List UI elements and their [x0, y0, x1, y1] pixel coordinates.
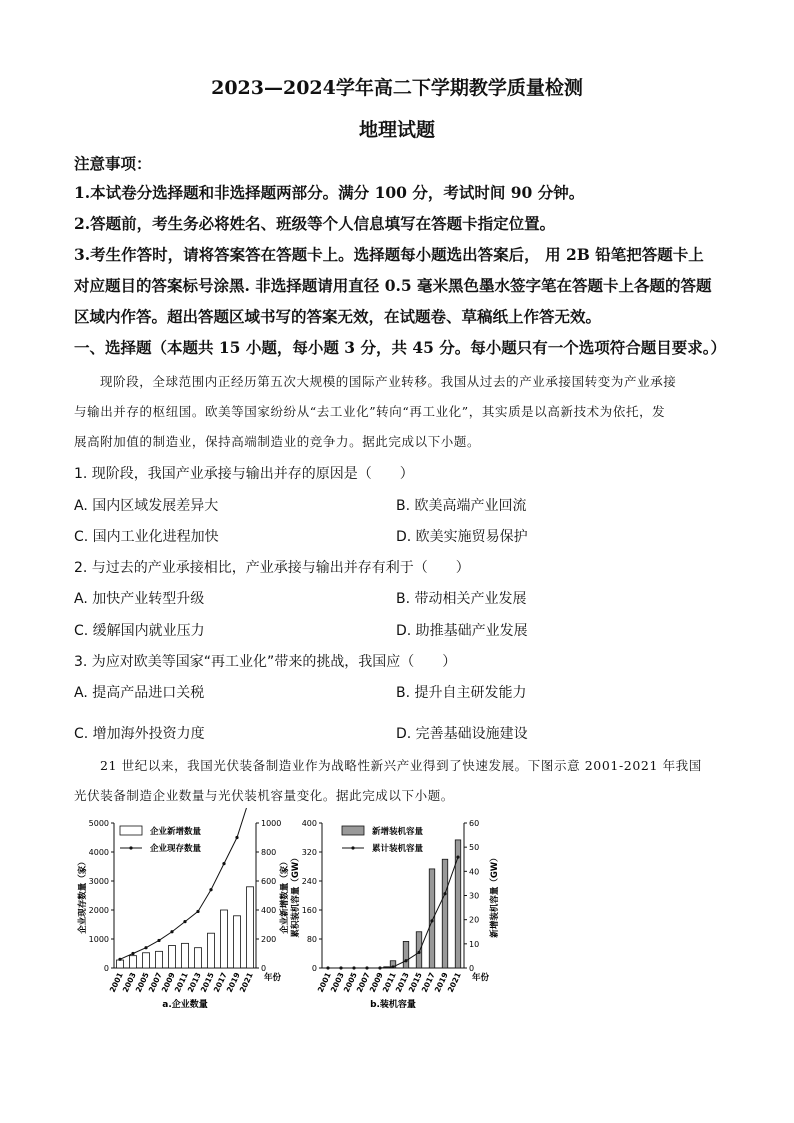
question-2-stem: 2. 与过去的产业承接相比，产业承接与输出并存有利于（ ）: [74, 560, 470, 576]
chart-bar: [169, 946, 176, 968]
series-point: [404, 959, 407, 962]
x-tick-label: 2011: [380, 971, 398, 994]
series-point: [235, 836, 238, 839]
left-tick-label: 4000: [88, 848, 109, 857]
passage-1-line-1: 现阶段，全球范围内正经历第五次大规模的国际产业转移。我国从过去的产业承接国转变为产业承接: [100, 374, 677, 389]
series-point: [365, 966, 368, 969]
series-point: [456, 855, 459, 858]
passage-1-line-3: 展高附加值的制造业，保持高端制造业的竞争力。据此完成以下小题。: [74, 434, 481, 449]
page-title: 2023—2024学年高二下学期教学质量检测: [211, 77, 583, 99]
chart-caption: b.装机容量: [370, 1000, 416, 1010]
x-tick-label: 2021: [237, 971, 255, 994]
x-tick-label: 2017: [211, 971, 229, 994]
series-point: [118, 958, 121, 961]
question-1-option-d: D. 欧美实施贸易保护: [396, 529, 528, 545]
left-tick-label: 3000: [88, 877, 109, 886]
x-tick-label: 2009: [367, 971, 385, 994]
x-tick-label: 2007: [354, 971, 372, 994]
passage-2-line-2: 光伏装备制造企业数量与光伏装机容量变化。据此完成以下小题。: [74, 788, 454, 803]
right-tick-label: 800: [261, 848, 277, 857]
right-tick-label: 1000: [261, 819, 282, 828]
left-tick-label: 2000: [88, 906, 109, 915]
x-tick-label: 2009: [159, 971, 177, 994]
series-point: [131, 952, 134, 955]
x-tick-label: 2003: [328, 971, 346, 994]
question-1-stem: 1. 现阶段，我国产业承接与输出并存的原因是（ ）: [74, 466, 414, 482]
series-point: [378, 966, 381, 969]
x-tick-label: 2005: [341, 971, 359, 994]
chart-bar: [130, 956, 137, 968]
x-tick-label: 2001: [315, 971, 333, 994]
right-tick-label: 0: [469, 964, 475, 973]
x-axis-label: 年份: [472, 973, 490, 983]
question-1-option-b: B. 欧美高端产业回流: [396, 498, 527, 514]
legend-bar-swatch: [120, 826, 142, 835]
series-point: [183, 920, 186, 923]
series-line: [328, 857, 458, 968]
series-point: [222, 862, 225, 865]
passage-1-line-2: 与输出并存的枢纽国。欧美等国家纷纷从“去工业化”转向“再工业化”，其实质是以高新技术为依托，发: [74, 404, 666, 419]
series-point: [157, 939, 160, 942]
left-tick-label: 160: [301, 906, 317, 915]
right-tick-label: 50: [469, 843, 480, 853]
right-tick-label: 20: [469, 915, 480, 925]
notice-item-4: 对应题目的答案标号涂黑. 非选择题请用直径 0.5 毫米黑色墨水签字笔在答题卡上各题的答题: [74, 276, 712, 295]
chart-bar: [403, 941, 409, 968]
series-point: [196, 910, 199, 913]
question-3-option-a: A. 提高产品进口关税: [74, 685, 205, 701]
chart-a-enterprise-count: [74, 808, 294, 1013]
passage-2-line-1: 21 世纪以来，我国光伏装备制造业作为战略性新兴产业得到了快速发展。下图示意 2001-2021 年我国: [100, 758, 702, 773]
series-point: [209, 888, 212, 891]
right-tick-label: 200: [261, 935, 277, 944]
y-axis-label-right: 企业新增数量（家）: [280, 857, 290, 934]
legend-line-marker: [351, 846, 354, 849]
series-point: [170, 930, 173, 933]
question-3-option-b: B. 提升自主研发能力: [396, 685, 527, 701]
chart-bar: [143, 953, 150, 968]
left-tick-label: 1000: [88, 935, 109, 944]
series-point: [144, 946, 147, 949]
notice-item-1: 1.本试卷分选择题和非选择题两部分。满分 100 分，考试时间 90 分钟。: [74, 183, 585, 202]
x-axis-label: 年份: [264, 973, 282, 983]
x-tick-label: 2015: [406, 971, 424, 994]
chart-bar: [117, 960, 124, 968]
x-tick-label: 2021: [445, 971, 463, 994]
y-axis-label-left: 企业现存数量（家）: [78, 857, 88, 934]
chart-bar: [416, 932, 422, 968]
chart-bar: [455, 840, 461, 968]
notice-heading: 注意事项：: [74, 154, 152, 173]
x-tick-label: 2007: [146, 971, 164, 994]
left-tick-label: 80: [306, 935, 317, 944]
x-tick-label: 2001: [107, 971, 125, 994]
chart-b-installed-capacity: [290, 808, 505, 1013]
question-2-option-a: A. 加快产业转型升级: [74, 591, 205, 607]
y-axis-label-right: 新增装机容量（GW）: [490, 853, 500, 938]
series-point: [326, 966, 329, 969]
right-tick-label: 600: [261, 877, 277, 886]
left-tick-label: 0: [103, 964, 109, 973]
legend-line-marker: [129, 846, 132, 849]
x-tick-label: 2015: [198, 971, 216, 994]
chart-caption: a.企业数量: [162, 1000, 208, 1010]
x-tick-label: 2003: [120, 971, 138, 994]
right-tick-label: 400: [261, 906, 277, 915]
question-1-option-c: C. 国内工业化进程加快: [74, 529, 219, 545]
notice-item-2: 2.答题前，考生务必将姓名、班级等个人信息填写在答题卡指定位置。: [74, 214, 556, 233]
x-tick-label: 2017: [419, 971, 437, 994]
x-tick-label: 2013: [393, 971, 411, 994]
legend-line-label: 企业现存数量: [150, 844, 202, 854]
question-2-option-d: D. 助推基础产业发展: [396, 623, 528, 639]
chart-bar: [156, 951, 163, 968]
question-1-option-a: A. 国内区域发展差异大: [74, 498, 219, 514]
right-tick-label: 40: [469, 867, 480, 877]
left-tick-label: 240: [301, 877, 317, 886]
notice-item-3: 3.考生作答时，请将答案答在答题卡上。选择题每小题选出答案后， 用 2B 铅笔把答题卡上: [74, 245, 704, 264]
series-point: [430, 919, 433, 922]
chart-bar: [208, 933, 215, 968]
series-point: [417, 951, 420, 954]
y-axis-label-left: 累积装机容量（GW）: [291, 853, 301, 938]
notice-item-5: 区域内作答。超出答题区域书写的答案无效，在试题卷、草稿纸上作答无效。: [74, 307, 602, 326]
right-tick-label: 0: [261, 964, 267, 973]
question-3-option-c: C. 增加海外投资力度: [74, 726, 205, 742]
question-2-option-b: B. 带动相关产业发展: [396, 591, 527, 607]
chart-bar: [182, 943, 189, 968]
x-tick-label: 2005: [133, 971, 151, 994]
left-tick-label: 400: [301, 819, 317, 828]
series-point: [352, 966, 355, 969]
question-2-option-c: C. 缓解国内就业压力: [74, 623, 205, 639]
question-3-option-d: D. 完善基础设施建设: [396, 726, 528, 742]
x-tick-label: 2019: [432, 971, 450, 994]
legend-line-label: 累计装机容量: [372, 844, 424, 854]
legend-bar-swatch: [342, 826, 364, 835]
chart-bar: [442, 859, 448, 968]
right-tick-label: 10: [469, 939, 480, 949]
section-heading: 一、选择题（本题共 15 小题，每小题 3 分，共 45 分。每小题只有一个选项符合题目要求。）: [74, 338, 727, 357]
chart-bar: [221, 910, 228, 968]
x-tick-label: 2011: [172, 971, 190, 994]
left-tick-label: 5000: [88, 819, 109, 828]
left-tick-label: 320: [301, 848, 317, 857]
series-point: [391, 965, 394, 968]
legend-bar-label: 企业新增数量: [150, 827, 202, 837]
left-tick-label: 0: [311, 964, 317, 973]
chart-bar: [234, 916, 241, 968]
chart-bar: [195, 948, 202, 968]
right-tick-label: 60: [469, 819, 480, 828]
chart-bar: [247, 887, 254, 968]
x-tick-label: 2019: [224, 971, 242, 994]
right-tick-label: 30: [469, 891, 480, 901]
legend-bar-label: 新增装机容量: [372, 827, 424, 837]
series-point: [443, 892, 446, 895]
x-tick-label: 2013: [185, 971, 203, 994]
subject-title: 地理试题: [358, 119, 435, 141]
chart-bar: [429, 869, 435, 968]
question-3-stem: 3. 为应对欧美等国家“再工业化”带来的挑战，我国应（ ）: [74, 654, 457, 670]
series-point: [339, 966, 342, 969]
